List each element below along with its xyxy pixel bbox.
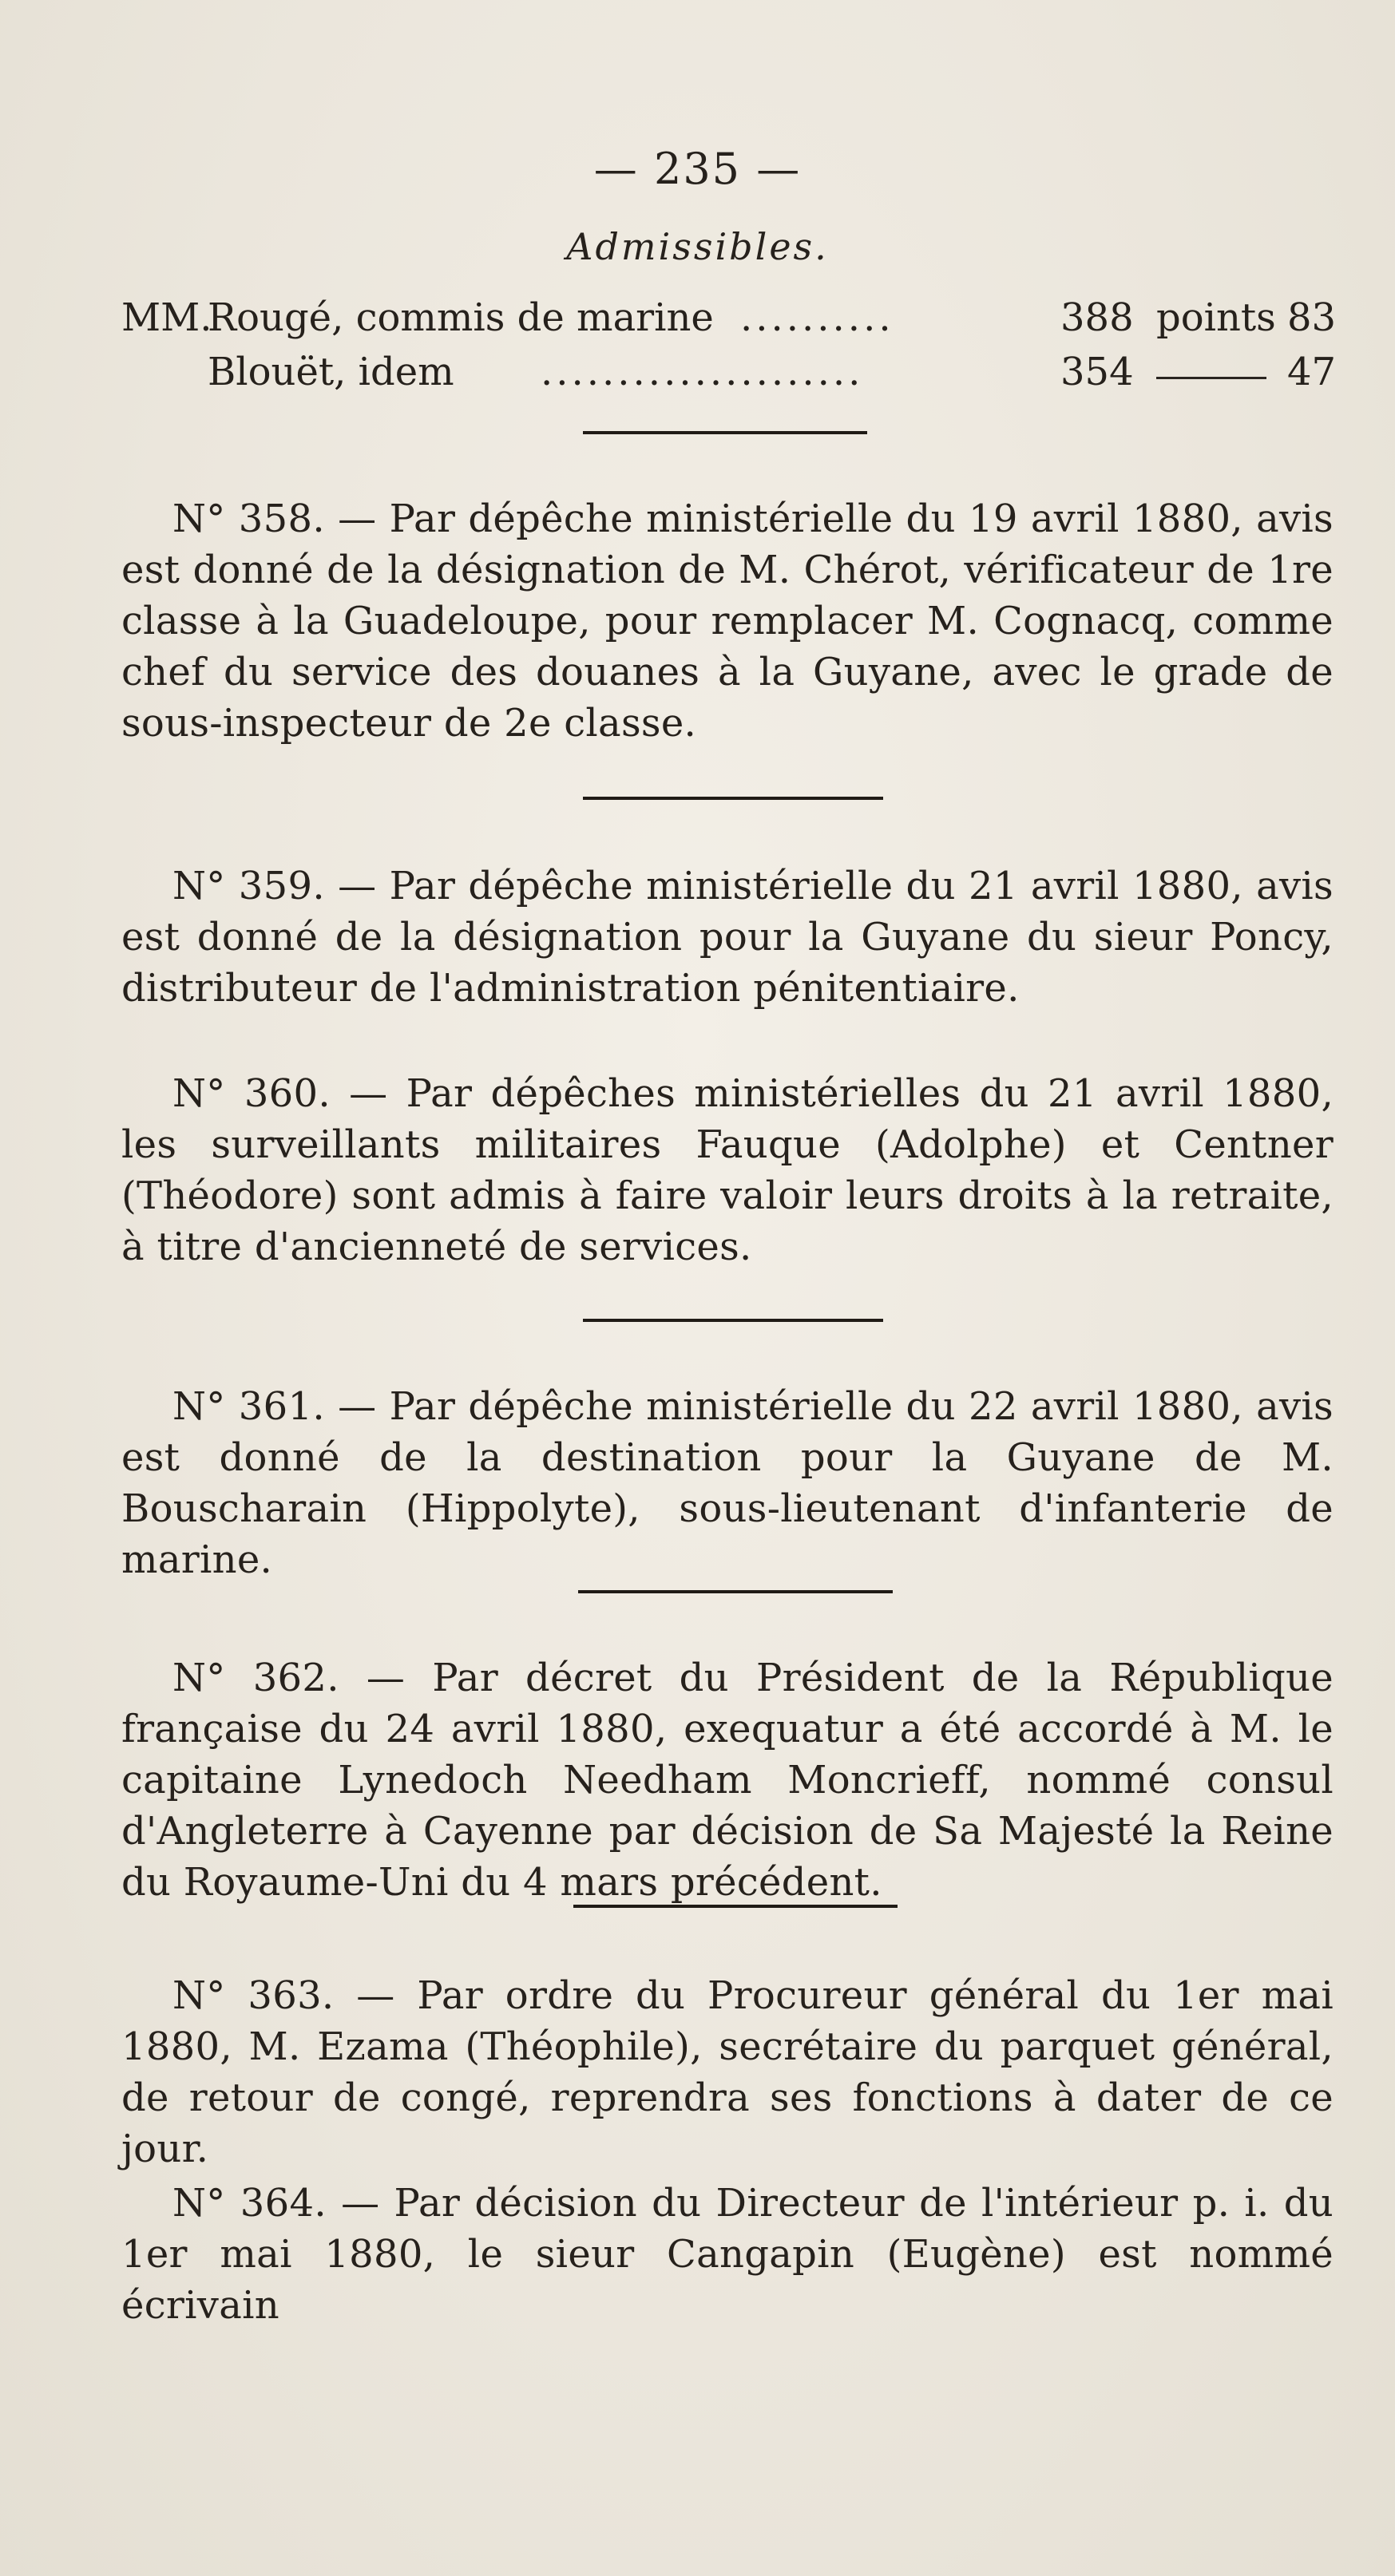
admissible-fraction: 47 [1287, 350, 1337, 394]
paragraph-363: N° 363. — Par ordre du Procureur général du 1er mai 1880, M. Ezama (Théophile), secrétaire du parquet général, de retour de congé, reprendra ses fonctions à dater de ce jour. [121, 1973, 1334, 2171]
section-divider [573, 1905, 898, 1908]
leader-dots: ..................... [541, 350, 864, 394]
ditto-dash [1156, 377, 1266, 379]
points-unit: points [1156, 295, 1276, 340]
section-divider [578, 1590, 893, 1593]
section-title: Admissibles. [566, 225, 829, 268]
section-divider [583, 797, 883, 800]
paragraph-361: N° 361. — Par dépêche ministérielle du 22 avril 1880, avis est donné de la destination pour la Guyane de M. Bouscharain (Hippolyte), sous-lieutenant d'infanterie de marine. [121, 1384, 1334, 1582]
admissible-fraction: 83 [1287, 295, 1337, 340]
section-divider [583, 1319, 883, 1322]
paragraph-364: N° 364. — Par décision du Directeur de l'intérieur p. i. du 1er mai 1880, le sieur Cangapin (Eugène) est nommé écrivain [121, 2181, 1334, 2328]
leader-dots: .......... [740, 295, 894, 340]
section-divider [583, 431, 867, 434]
page-number: — 235 — [593, 144, 802, 194]
paragraph-359: N° 359. — Par dépêche ministérielle du 21 avril 1880, avis est donné de la désignation pour la Guyane du sieur Poncy, distributeur de l'administration pénitentiaire. [121, 864, 1334, 1011]
paragraph-358: N° 358. — Par dépêche ministérielle du 19 avril 1880, avis est donné de la désignation de M. Chérot, vérificateur de 1re classe à la Guadeloupe, pour remplacer M. Cognacq, comme chef du service des douanes à la Guyane, avec le grade de sous-inspecteur de 2e classe. [121, 497, 1334, 746]
paragraph-360: N° 360. — Par dépêches ministérielles du 21 avril 1880, les surveillants militaires Fauque (Adolphe) et Centner (Théodore) sont admis à faire valoir leurs droits à la retraite, à titre d'ancienneté de services. [121, 1071, 1334, 1269]
paragraph-362: N° 362. — Par décret du Président de la République française du 24 avril 1880, exequatur a été accordé à M. le capitaine Lynedoch Needham Moncrieff, nommé consul d'Angleterre à Cayenne par décision de Sa Majesté la Reine du Royaume-Uni du 4 mars précédent. [121, 1656, 1334, 1905]
admissible-points: 388 [1060, 295, 1134, 340]
admissible-row [121, 294, 1337, 342]
admissible-row [121, 348, 1337, 396]
admissible-prefix: MM. [121, 295, 212, 340]
admissible-points: 354 [1060, 350, 1134, 394]
admissible-name: Rougé, commis de marine [208, 295, 714, 340]
admissible-name: Blouët, idem [208, 350, 454, 394]
